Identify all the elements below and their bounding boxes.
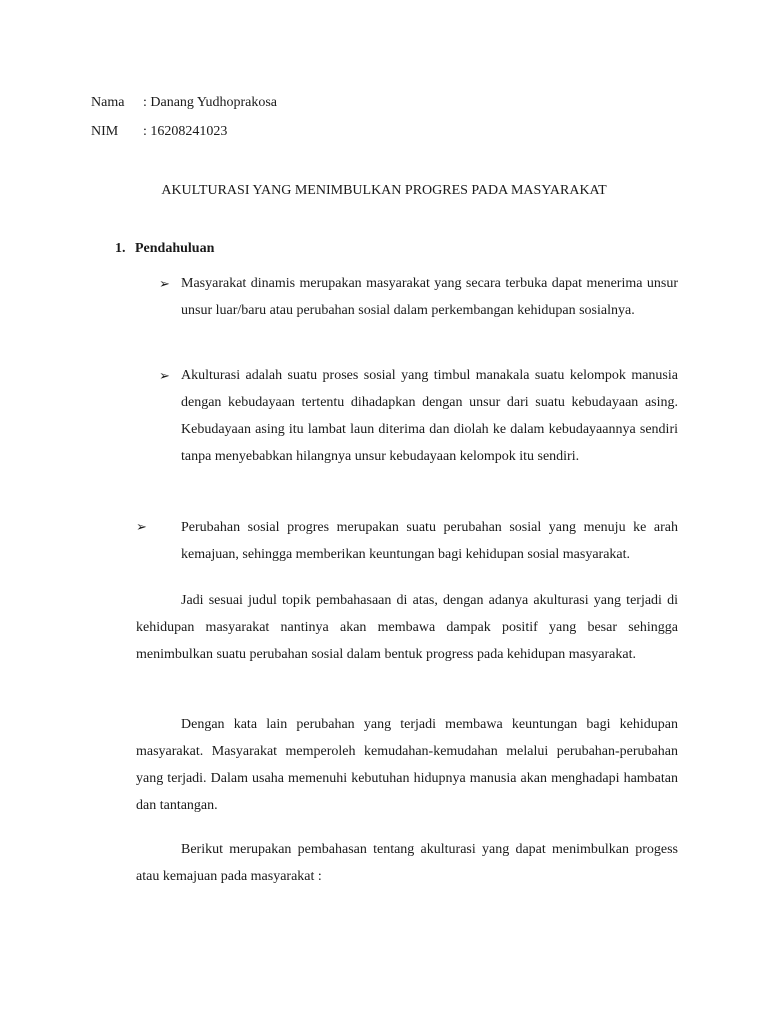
body-paragraph — [136, 711, 678, 819]
name-label: Nama — [91, 95, 125, 110]
bullet-item — [181, 514, 678, 568]
paragraph-text: Dengan kata lain perubahan yang terjadi membawa keuntungan bagi kehidupan masyarakat. Masyarakat memperoleh kemudahan-kemudahan melalui perubahan-perubahan yang terjadi. Dalam usaha memenuhi kebutuhan hidupnya manusia akan menghadapi hambatan dan tantangan. — [136, 717, 678, 813]
bullet-item — [181, 270, 678, 324]
body-paragraph — [136, 836, 678, 890]
document-title: AKULTURASI YANG MENIMBULKAN PROGRES PADA MASYARAKAT — [161, 183, 607, 198]
paragraph-text: Berikut merupakan pembahasan tentang akulturasi yang dapat menimbulkan progess atau kemajuan pada masyarakat : — [136, 842, 678, 884]
bullet-text: Akulturasi adalah suatu proses sosial yang timbul manakala suatu kelompok manusia dengan kebudayaan tertentu dihadapkan dengan unsur dari suatu kebudayaan asing. Kebudayaan asing itu lambat laun diterima dan diolah ke dalam kebudayaannya sendiri tanpa menyebabkan hilangnya unsur kebudayaan kelompok itu sendiri. — [181, 368, 678, 464]
bullet-arrow-icon: ➢ — [159, 276, 170, 291]
section-number: 1. — [115, 241, 126, 256]
paragraph-text: Jadi sesuai judul topik pembahasaan di atas, dengan adanya akulturasi yang terjadi di kehidupan masyarakat nantinya akan membawa dampak positif yang besar sehingga menimbulkan suatu perubahan sosial dalam bentuk progress pada kehidupan masyarakat. — [136, 593, 678, 662]
bullet-text: Perubahan sosial progres merupakan suatu perubahan sosial yang menuju ke arah kemajuan, sehingga memberikan keuntungan bagi kehidupan sosial masyarakat. — [181, 520, 678, 562]
body-paragraph — [136, 587, 678, 668]
nim-label: NIM — [91, 124, 119, 139]
nim-value: : 16208241023 — [143, 124, 228, 139]
bullet-text: Masyarakat dinamis merupakan masyarakat yang secara terbuka dapat menerima unsur unsur luar/baru atau perubahan sosial dalam perkembangan kehidupan sosialnya. — [181, 276, 678, 318]
bullet-arrow-icon: ➢ — [159, 368, 170, 383]
bullet-arrow-icon: ➢ — [136, 519, 147, 534]
name-value: : Danang Yudhoprakosa — [143, 95, 278, 110]
section-heading: Pendahuluan — [135, 241, 215, 256]
bullet-item — [181, 362, 678, 470]
